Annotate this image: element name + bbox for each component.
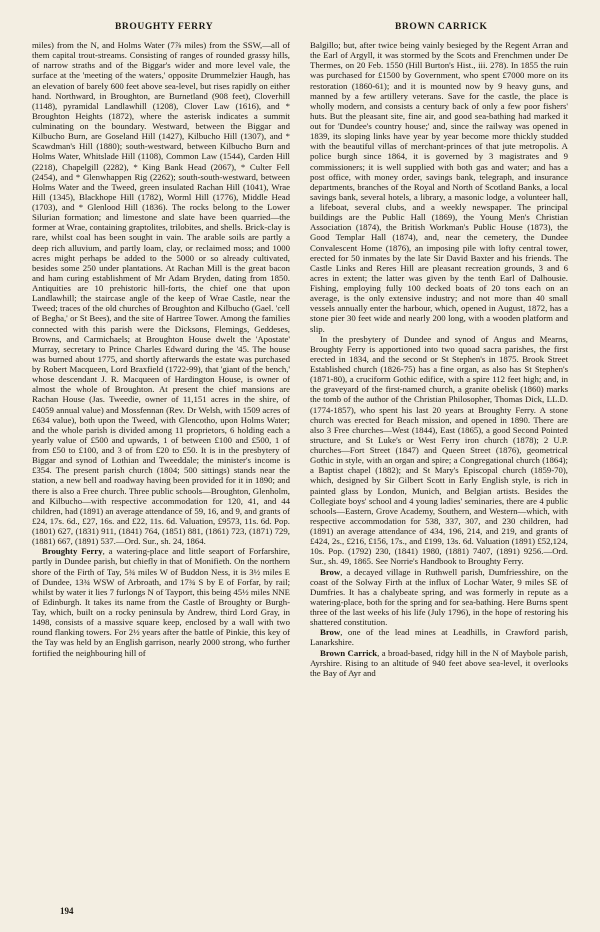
header-left: BROUGHTY FERRY [115, 22, 214, 32]
entry-headword: Brow [320, 627, 341, 638]
entry-headword: Brow [320, 566, 341, 577]
left-column [32, 40, 290, 915]
paragraph: In the presbytery of Dundee and synod of Angus and Mearns, Broughty Ferry is apportioned into two quoad sacra parishes, the first erected in 1834, and the second or St Stephen's in 1875. Brook Street Established church (1826-75) has a fine organ, as also has St Stephen's (1871-80), a cruciform Gothic edifice, with a spire 112 feet high; and, in the graveyard of the first-named church, a granite obelisk (1860) marks the tomb of the author of the Christian Philosopher, Thomas Dick, LL.D. (1774-1857), who spent his last 20 years at Broughty Ferry. A stone church was erected for Beach mission, and opened in 1890. There are also 3 Free churches—West (1844), East (1865), a good Second Pointed structure, and St Luke's or West Ferry iron church (1878); 2 U.P. churches—Fort Street (1847) and Queen Street (1876), geometrical Gothic in style, with an organ and spire; a Congregational church (1864); a Baptist chapel (1882); and St Mary's Episcopal church (1859-70), which, designed by Sir Gilbert Scott in Early English style, is rich in painted glass by London, Munich, and Belgian artists. Besides the Collegiate boys' school and 4 young ladies' seminaries, there are 4 public schools—Eastern, Grove Academy, Southern, and Western—which, with respective accommodation for 538, 337, 307, and 230 children, had (1891) an average attendance of 434, 196, 214, and 219, and grants of £424, 2s., £216, £156, 17s., and £199, 13s. 6d. Valuation (1891) £52,124, 10s. Pop. (1792) 230, (1841) 1980, (1881) 7407, (1891) 9256.—Ord. Sur., sh. 49, 1865. See Norrie's Handbook to Broughty Ferry. [310, 333, 568, 567]
entry-paragraph: Brow, one of the lead mines at Leadhills, in Crawford parish, Lanarkshire. [310, 627, 568, 648]
header-right: BROWN CARRICK [395, 22, 488, 32]
paragraph: miles) from the N, and Holms Water (7⅞ miles) from the SSW,—all of them capital trout-streams. Consisting of ranges of rounded grassy hills, of narrow straths and of the Biggar's wider and more level vale, the surface at the 'meeting of the waters,' opposite Drummelzier Haugh, has an elevation of barely 600 feet above sea-level, but rises rapidly on either hand. Northward, in Broughton, are Burnetland (908 feet), Cloverhill (1148), pyramidal Landlawhill (1208), Clover Law (1616), and * Broughton Heights (1872), where the asterisk indicates a summit culminating on the boundary. Westward, between the Biggar and Kilbucho Burn, are Goseland Hill (1427), Kilbucho Hill (1307), and * Scawdman's Hill (1880); south-westward, between Kilbucho Burn and Holms Water, Whitslade Hill (1108), Common Law (1544), Carden Hill (2218), Chapelgill (2282), * King Bank Head (2067), * Culter Fell (2454), and * Glenwhappen Rig (2262); south-south-westward, between Holms Water and the Tweed, green insulated Rachan Hill (1041), Wrae Hill (1345), Blackhope Hill (1782), Worml Hill (1776), Middle Head (1703), and * Glenlood Hill (1836). The rocks belong to the Lower Silurian formation; and limestone and slate have been quarried—the former at Wrae, containing graptolites, trilobites, and shells. Brick-clay is rare, whilst coal has been sought in vain. The arable soils are partly a deep rich alluvium, and partly loam, clay, or reclaimed moss; and 1000 acres might perhaps be added to the 5000 or so already cultivated, besides some 250 under plantations. At Rachan Mill is the great bacon and ham curing establishment of Mr Adam Bryden, dating from 1850. Antiquities are 10 prehistoric hill-forts, the chief one that upon Landlawhill; the staircase angle of the keep of Wrae Castle, near the Tweed; traces of the old churches of Broughton and Kilbucho (Gael. 'cell of Begha,' or St Bees), and the site of Hartree Tower. Among the families connected with this parish were the Dicksons, Flemings, Geddeses, Browns, and Carmichaels; at Broughton House dwelt the 'Apostate' Murray, secretary to Prince Charles Edward during the '45. The house was burned about 1775, and shortly afterwards the estate was purchased by Robert Macqueen, Lord Braxfield (1722-99), that 'giant of the bench,' whose descendant J. R. Macqueen of Hardington House, is owner of almost the whole of Broughton. At present the chief mansions are Rachan House (Jas. Tweedie, owner of 11,151 acres in the shire, of £4059 annual value) and Mossfennan (Rev. Dr Welsh, with 1509 acres of £634 value), both upon the Tweed, with Glencotho, upon Holms Water; and the whole parish is divided among 11 proprietors, 6 holding each a yearly value of £500 and upwards, 1 of between £100 and £500, 1 of from £50 to £100, and 3 of from £20 to £50. It is in the presbytery of Biggar and synod of Lothian and Tweeddale; the minister's income is £354. The present parish church (1804; 500 sittings) stands near the station, a new bell and roadway having been provided for it in 1890; and there is also a Free church. Three public schools—Broughton, Glenholm, and Kilbucho—with respective accommodation for 120, 41, and 44 children, had (1891) an average attendance of 59, 16, and 9, and grants of £24, 17s. 6d., £27, 16s. and £22, 11s. 6d. Valuation, £9573, 11s. 6d. Pop. (1801) 627, (1831) 911, (1841) 764, (1851) 881, (1861) 723, (1871) 729, (1881) 667, (1891) 537.—Ord. Sur., sh. 24, 1864. [32, 40, 290, 547]
entry-headword: Broughty Ferry [42, 546, 103, 557]
page-number: 194 [60, 906, 74, 916]
paragraph: Balgillo; but, after twice being vainly besieged by the Regent Arran and the Earl of Argyll, it was stormed by the Scots and Frenchmen under De Thermes, on 20 Feb. 1550 (Hill Burton's Hist., iii. 278). In 1855 the ruin was purchased for £1500 by Government, who spent £7000 more on its restoration (1860-61); and it is mounted now by 9 heavy guns, and manned by a few artillery veterans. Save for the castle, the place is wholly modern, and consists a century back of only a few poor fishers' huts. But the pleasant site, fine air, and good sea-bathing had marked it out for 'Dundee's country house;' and, since the railway was opened in 1839, its sloping links have year by year become more thickly studded with the beautiful villas of merchant-princes of that jute metropolis. A police burgh since 1864, it is governed by 3 magistrates and 9 commissioners; it is well supplied with both gas and water; and has a post office, with money order, savings bank, telegraph, and insurance departments, branches of the Royal and North of Scotland Banks, a local savings bank, several hotels, a library, a masonic lodge, a volunteer hall, a lifeboat, several clubs, and a weekly newspaper. The principal buildings are the Public Hall (1869), the Young Men's Christian Association (1874), the British Workman's Public House (1873), the Good Templar Hall (1874), and, near the cemetery, the Dundee Convalescent Home (1876), an imposing pile with lofty central tower, erected for 50 inmates by the late Sir David Baxter and his friends. The Castle Links and Reres Hill are pleasant recreation grounds, 3 and 6 acres in extent; the latter was given by the tenth Earl of Dalhousie. Fishing, employing fully 100 decked boats of 20 tons each on an average, is the only extensive industry; and not more than 40 small vessels annually enter the harbour, which, opened in August, 1872, has a stone pier 30 feet wide and nearly 200 long, with a wooden platform and slip. [310, 40, 568, 334]
entry-headword: Brown Carrick [320, 647, 378, 658]
running-header [0, 22, 600, 36]
entry-paragraph: Brow, a decayed village in Ruthwell parish, Dumfriesshire, on the coast of the Solway Firth at the influx of Lochar Water, 9 miles SE of Dumfries. It has a chalybeate spring, and was formerly in repute as a watering-place, both for the spring and for sea-bathing. Here Burns spent three of the last weeks of his life (July 1796), in the hope of restoring his shattered constitution. [310, 566, 568, 628]
right-column [310, 40, 568, 915]
entry-paragraph: Brown Carrick, a broad-based, ridgy hill in the N of Maybole parish, Ayrshire. Rising to an altitude of 940 feet above sea-level, it overlooks the Bay of Ayr and [310, 647, 568, 678]
entry-paragraph: Broughty Ferry, a watering-place and little seaport of Forfarshire, partly in Dundee parish, but chiefly in that of Monifieth. On the northern shore of the Firth of Tay, 5¾ miles W of Buddon Ness, it is 3½ miles E of Dundee, 13¾ WSW of Arbroath, and 17¾ S by E of Forfar, by rail; whilst by water it lies 7 furlongs N of Tayport, this being 45½ miles NNE of Edinburgh. It takes its name from the Castle of Broughty or Burgh-Tay, which, built on a rocky peninsula by Andrew, third Lord Gray, in 1498, consists of a massive square keep, enclosed by a wall with two round flanking towers. For 2½ years after the battle of Pinkie, this key of the Tay was held by an English garrison, nearly 2000 strong, who further fortified the neighbouring hill of [32, 546, 290, 658]
